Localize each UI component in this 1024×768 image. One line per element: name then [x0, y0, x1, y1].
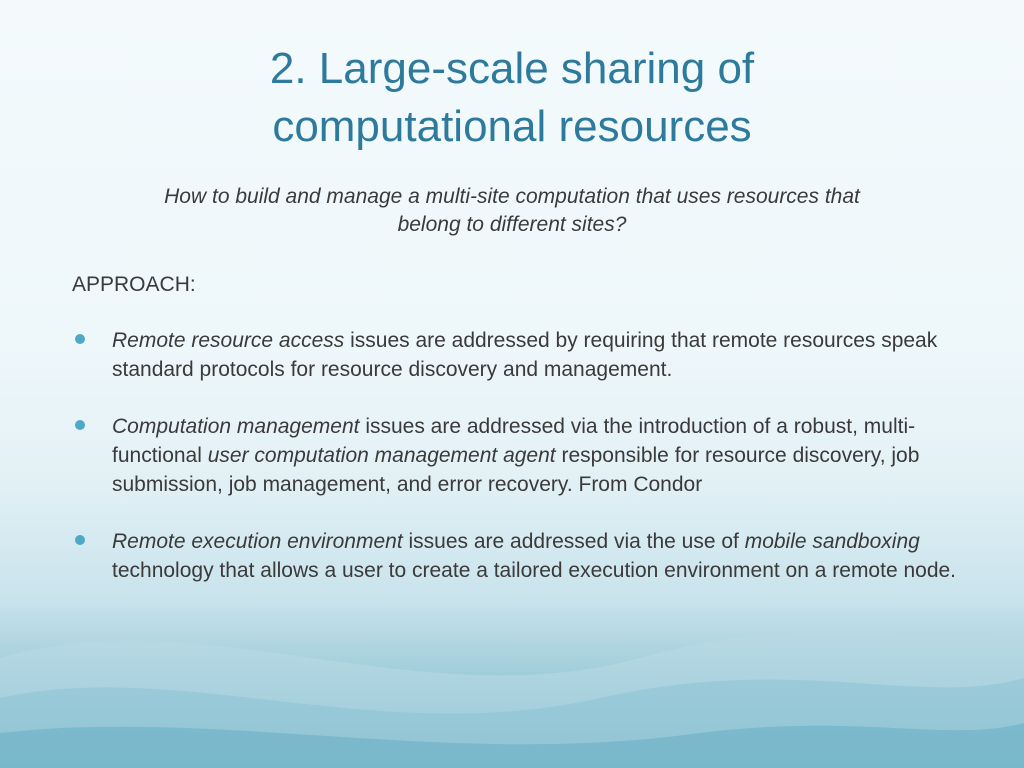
bullet-list	[72, 326, 962, 613]
bullet-lead-italic: Remote resource access	[112, 329, 345, 352]
bullet-dot-icon	[75, 420, 85, 430]
bullet-lead-italic: Computation management	[112, 415, 360, 438]
bullet-text: issues are addressed by requiring that remote resources speak standard protocols for resource discovery and management.	[112, 329, 938, 381]
bullet-mid-italic: user computation management agent	[207, 444, 556, 467]
bullet-dot-icon	[75, 334, 85, 344]
bullet-mid-italic: mobile sandboxing	[744, 530, 920, 553]
bullet-item-computation-management	[72, 412, 962, 499]
bullet-text: issues are addressed via the introduction of a robust, multi-functional	[112, 415, 916, 467]
bullet-text: issues are addressed via the use of	[402, 530, 745, 553]
bullet-item-remote-execution-environment	[72, 527, 962, 585]
subtitle-line-2: belong to different sites?	[397, 213, 627, 236]
subtitle-line-1: How to build and manage a multi-site computation that uses resources that	[164, 185, 860, 208]
bullet-text: responsible for resource discovery, job submission, job management, and error recovery. From Condor	[112, 444, 920, 496]
bullet-item-remote-resource-access	[72, 326, 962, 384]
bullet-text: technology that allows a user to create a tailored execution environment on a remote node.	[112, 559, 957, 582]
bullet-dot-icon	[75, 535, 85, 545]
title-line-2: computational resources	[272, 102, 752, 151]
title-line-1: 2. Large-scale sharing of	[269, 44, 755, 93]
slide-subtitle	[80, 183, 944, 239]
approach-heading: APPROACH:	[72, 273, 196, 296]
slide-title	[112, 40, 912, 156]
bullet-lead-italic: Remote execution environment	[112, 530, 403, 553]
